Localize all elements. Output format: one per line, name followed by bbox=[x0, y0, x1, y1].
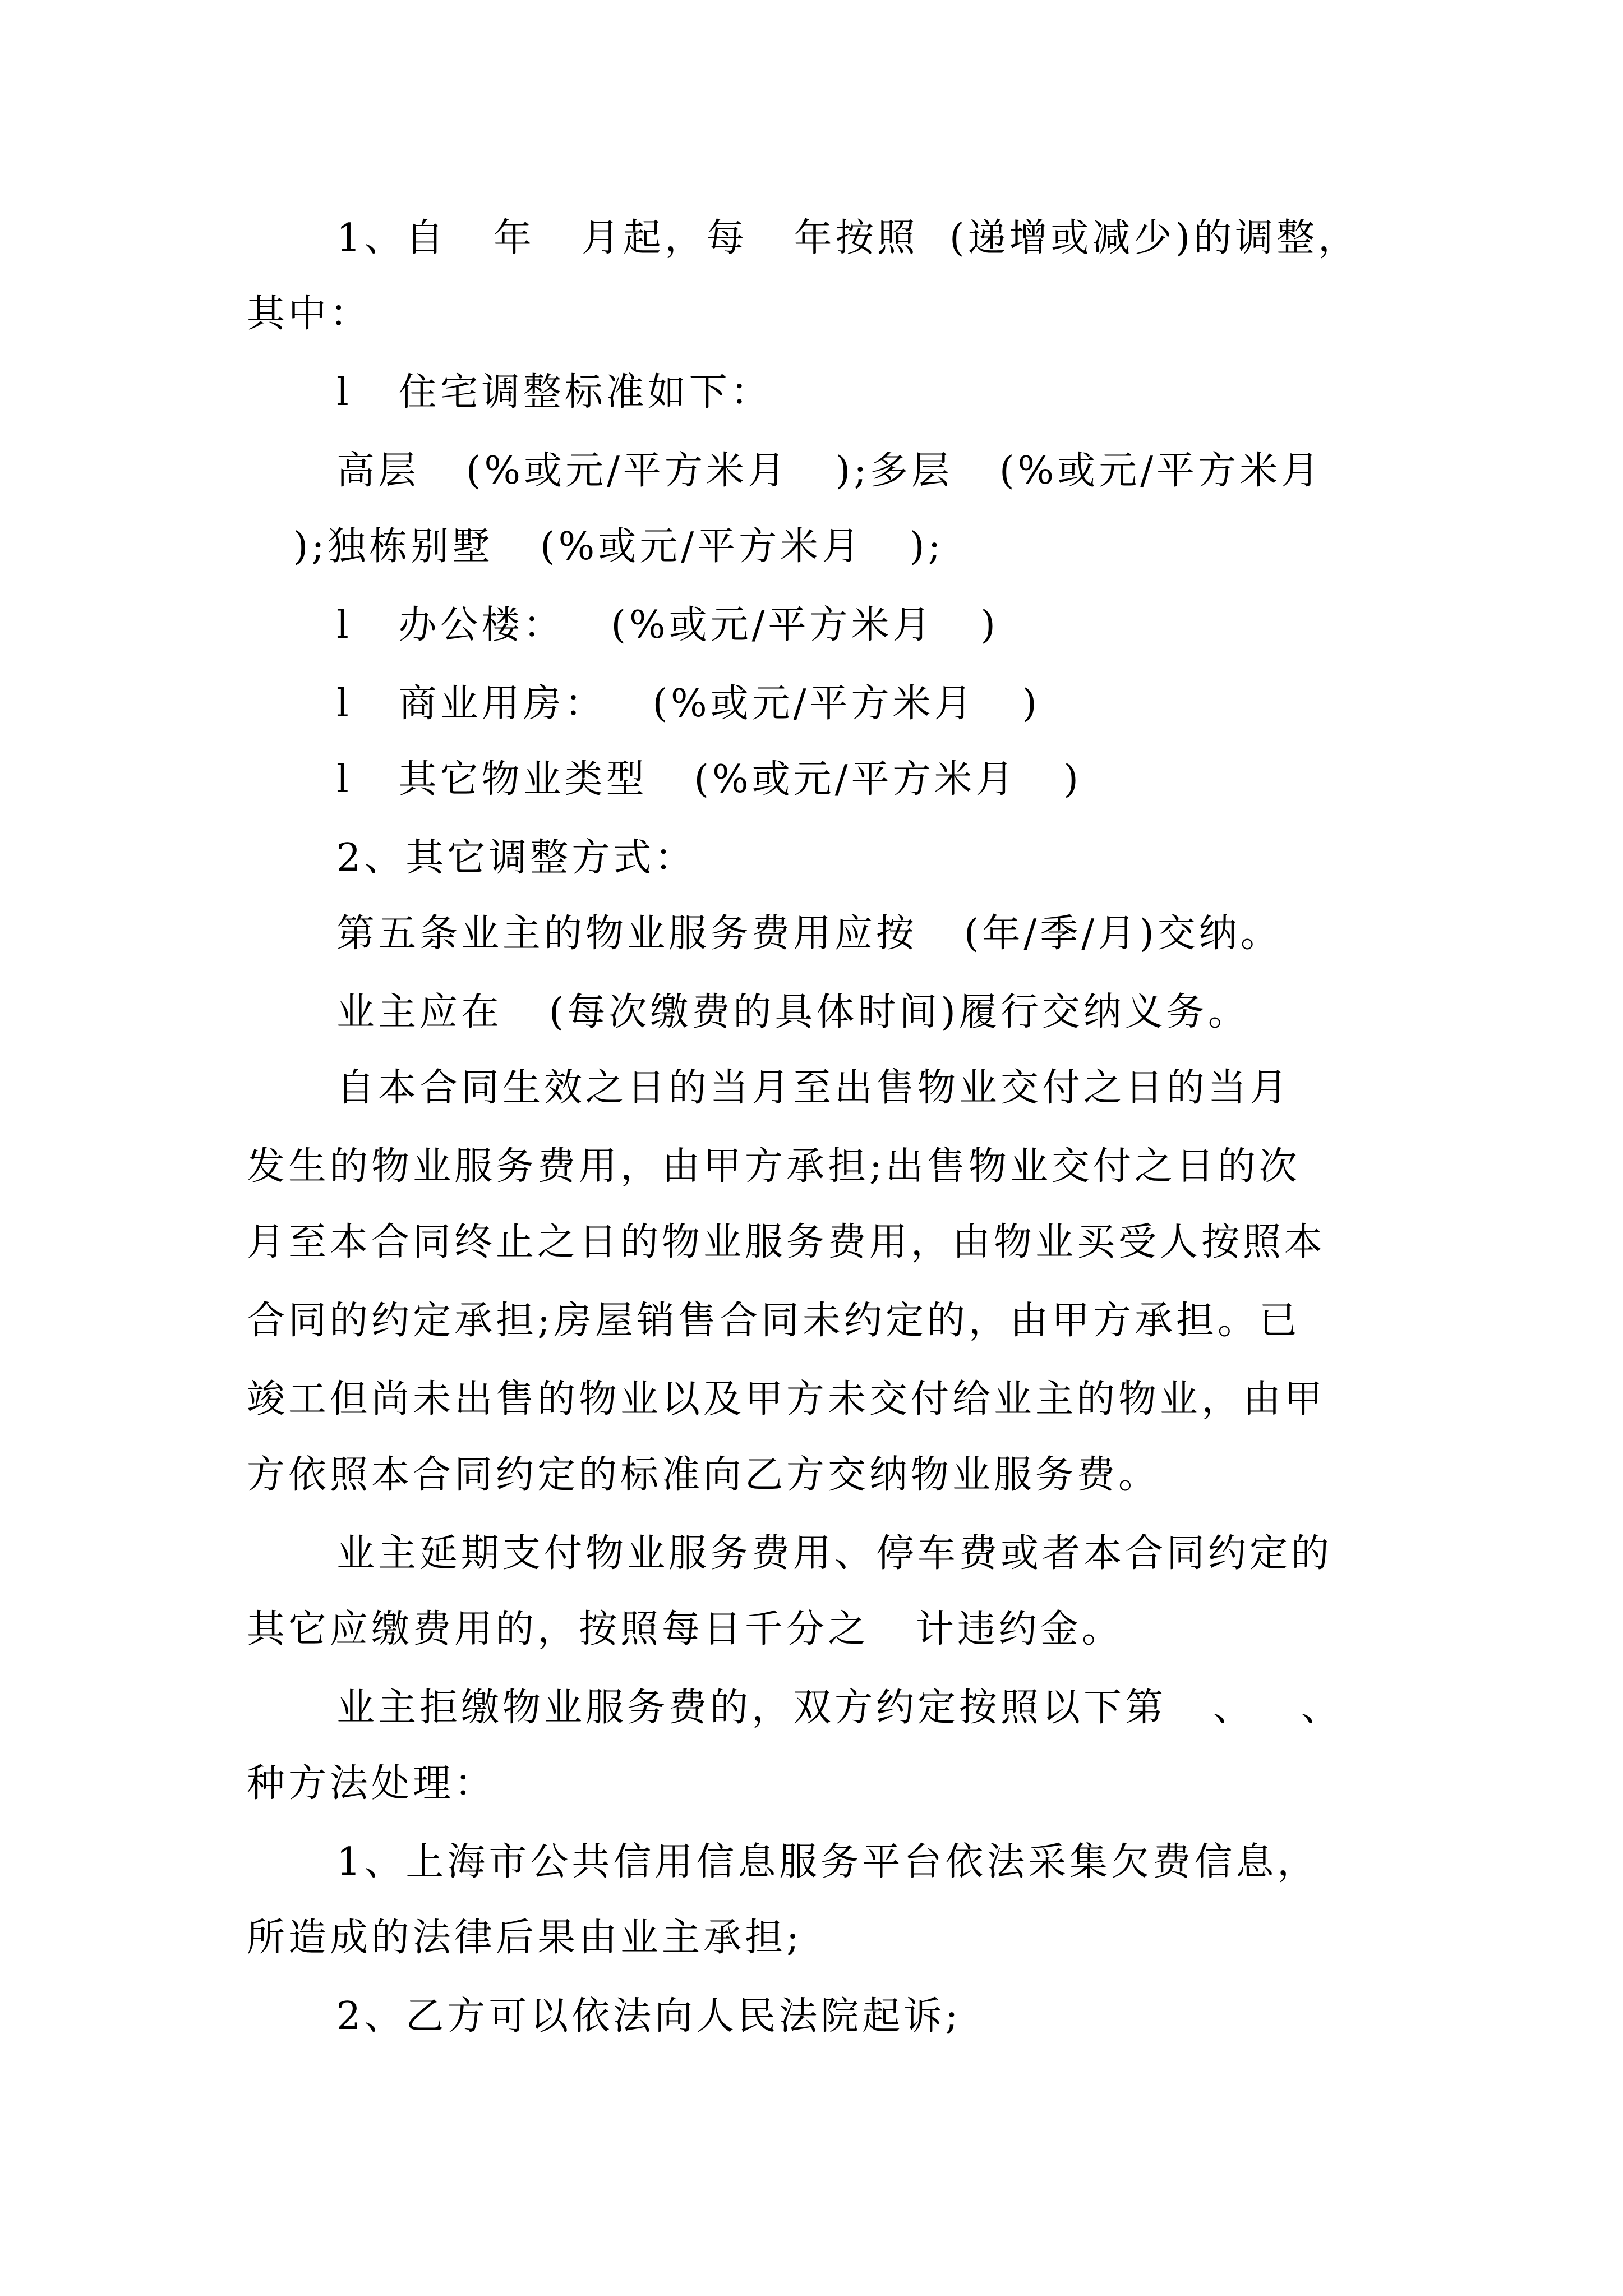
text-line: 月至本合同终止之日的物业服务费用，由物业买受人按照本 bbox=[247, 1220, 1326, 1264]
text-line: 竣工但尚未出售的物业以及甲方未交付给业主的物业，由甲 bbox=[247, 1377, 1326, 1421]
text-line: 2、乙方可以依法向人民法院起诉; bbox=[336, 1994, 962, 2039]
text-line: 第五条业主的物业服务费用应按 (年/季/月)交纳。 bbox=[336, 912, 1282, 956]
text-line: 合同的约定承担;房屋销售合同未约定的，由甲方承担。已 bbox=[247, 1299, 1301, 1343]
text-line: 高层 (%或元/平方米月 );多层 (%或元/平方米月 bbox=[336, 449, 1323, 493]
text-line: 1、上海市公共信用信息服务平台依法采集欠费信息， bbox=[336, 1840, 1319, 1884]
text-line: l 办公楼： (%或元/平方米月 ) bbox=[336, 603, 999, 647]
text-line: 其中： bbox=[247, 292, 372, 336]
text-line: l 住宅调整标准如下： bbox=[336, 370, 772, 415]
text-line: 业主应在 (每次缴费的具体时间)履行交纳义务。 bbox=[336, 990, 1249, 1034]
text-line: 种方法处理： bbox=[247, 1761, 496, 1806]
text-line: );独栋别墅 (%或元/平方米月 ); bbox=[247, 524, 944, 569]
text-line: 业主拒缴物业服务费的，双方约定按照以下第 、 、 bbox=[336, 1686, 1343, 1730]
text-line: 方依照本合同约定的标准向乙方交纳物业服务费。 bbox=[247, 1453, 1160, 1497]
text-line: 业主延期支付物业服务费用、停车费或者本合同约定的 bbox=[336, 1531, 1333, 1576]
text-line: l 商业用房： (%或元/平方米月 ) bbox=[336, 682, 1040, 726]
text-line: 自本合同生效之日的当月至出售物业交付之日的当月 bbox=[336, 1066, 1292, 1110]
text-line: 其它应缴费用的，按照每日千分之 计违约金。 bbox=[247, 1607, 1123, 1651]
text-line: 2、其它调整方式： bbox=[336, 836, 697, 880]
text-line: l 其它物业类型 (%或元/平方米月 ) bbox=[336, 757, 1082, 802]
text-line: 所造成的法律后果由业主承担; bbox=[247, 1916, 803, 1960]
text-line: 发生的物业服务费用，由甲方承担;出售物业交付之日的次 bbox=[247, 1144, 1301, 1189]
text-line: 1、自 年 月起，每 年按照 (递增或减少)的调整， bbox=[336, 216, 1360, 260]
